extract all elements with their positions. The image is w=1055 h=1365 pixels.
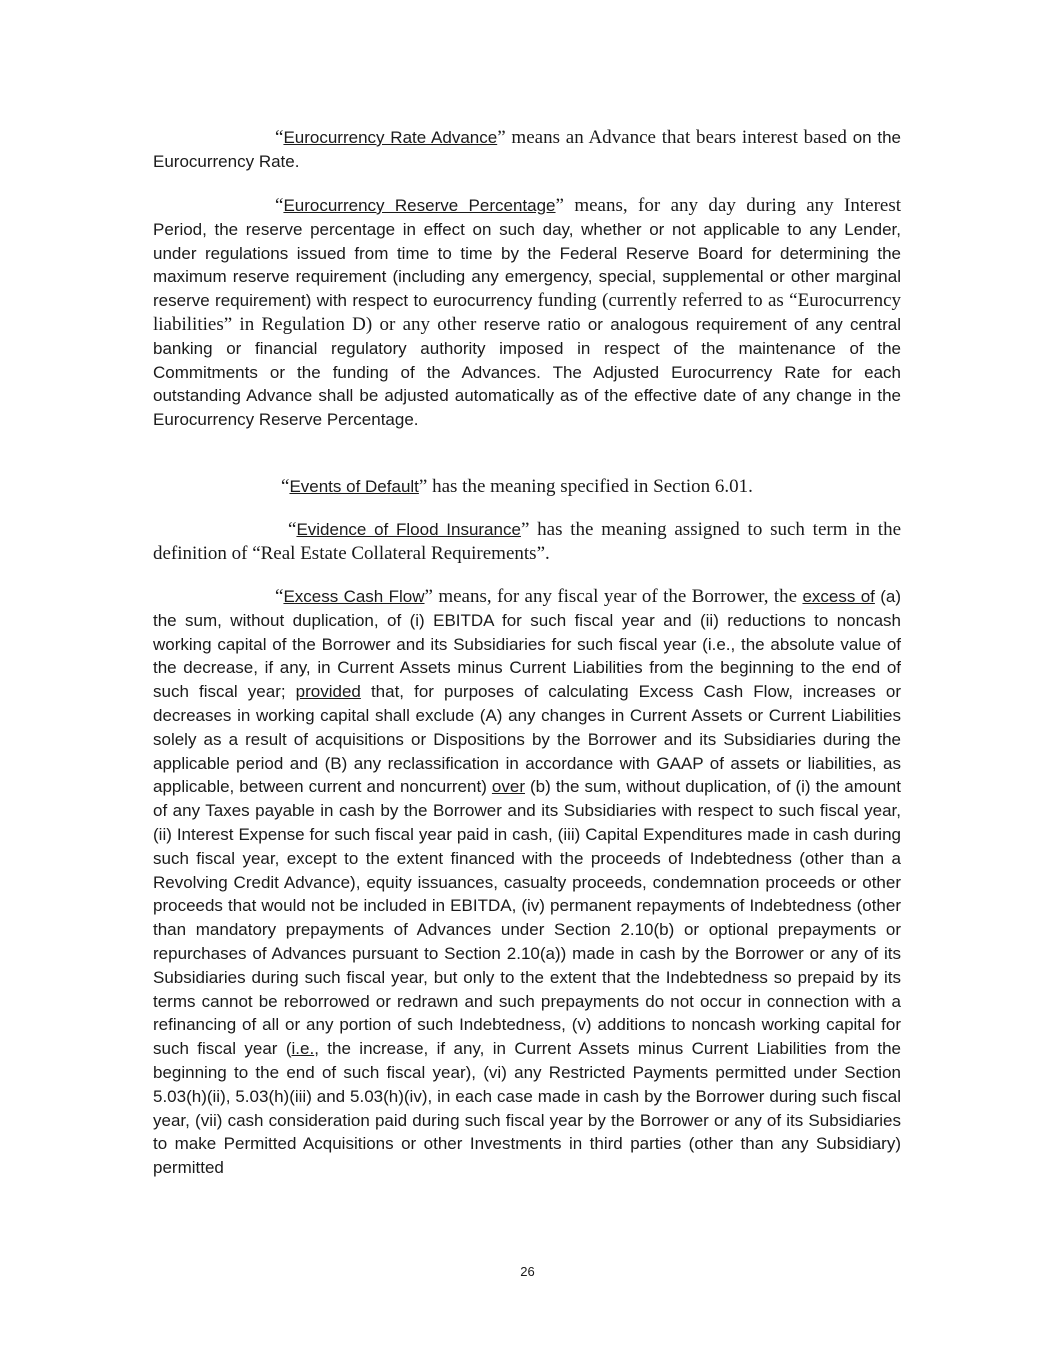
defined-term: Eurocurrency Reserve Percentage [283,196,556,215]
open-quote: “ [281,476,290,497]
definition-lead: means an Advance that bears interest based [505,127,847,148]
close-quote: ” [424,586,433,607]
definition-paragraph [153,475,901,499]
defined-term: Events of Default [289,477,419,496]
close-quote: ” [520,519,530,540]
definition-body: reserve ratio or analogous requirement of any central banking or financial regulatory authority imposed in respect of the maintenance of the Commitments or the funding of the Advances. The Adjusted Eurocurrency Rate for each outstanding Advance shall be adjusted automatically as of the effective date of any change in the Eurocurrency Reserve Percentage. [153,314,902,430]
definition-body: , the increase, if any, in Current Assets minus Current Liabilities from the beginning to the end of such fiscal year), (vi) any Restricted Payments permitted under Section 5.03(h)(ii), 5.03(h)(iii) and 5.03(h)(iv), in each case made in cash by the Borrower during such fiscal year, (vii) cash consideration paid during such fiscal year by the Borrower or any of its Subsidiaries to make Permitted Acquisitions or other Investments in third parties (other than any Subsidiary) permitted [153,1039,901,1178]
open-quote: “ [288,519,297,540]
open-quote: “ [275,586,284,607]
defined-term: Eurocurrency Rate Advance [283,128,498,147]
definition-excess-cash-flow [153,585,901,1180]
defined-term: Evidence of Flood Insurance [296,520,521,539]
definition-body: (a) the sum, without duplication, of (i) EBITDA for such fiscal year and (ii) reductions to noncash working capital of the Borrower and its Subsidiaries for such fiscal year (i.e., the absolute value of the decrease, if any, in Current Assets minus Current Liabilities from the beginning to the end of such fiscal year; [153,587,902,702]
definition-lead: means, for any fiscal year of the Borrower, the [432,586,803,607]
definition-evidence-of-flood-insurance [153,518,901,566]
underlined-word-over: over [491,777,525,797]
definition-paragraph [153,126,901,174]
definition-eurocurrency-rate-advance [153,126,901,174]
definition-body: on the Eurocurrency Rate. [153,128,901,171]
definition-eurocurrency-reserve-percentage [153,194,901,432]
close-quote: ” [418,476,428,497]
open-quote: “ [275,195,284,216]
defined-term: Excess Cash Flow [283,587,425,606]
definition-body: that, for purposes of calculating Excess Cash Flow, increases or decreases in working capital shall exclude (A) any changes in Current Assets or Current Liabilities solely as a result of acquisitions or Dispositions by the Borrower and its Subsidiaries during the applicable period and (B) any reclassification in accordance with GAAP of assets or liabilities, as applicable, between current and noncurrent) [153,682,901,797]
definition-body: Period, the reserve percentage in effect on such day, whether or not applicable to any Lender, under regulations issued from time to time by the Federal Reserve Board for determining the maximum reserve requirement (including any emergency, special, supplemental or other marginal reserve requirement) with respect to eurocurrency [153,219,901,311]
underlined-phrase-excess-of: excess of [802,587,875,606]
definition-paragraph [153,194,901,432]
definition-lead: has the meaning specified in Section 6.01. [427,476,753,497]
page-number: 26 [520,1264,535,1279]
definition-paragraph [153,518,901,566]
definition-paragraph [153,585,901,1180]
definition-body-serif: funding (currently referred to as “Eurocurrency liabilities” in Regulation D) or any other [153,290,902,335]
definition-lead: has the meaning assigned to such term in the definition of “Real Estate Collateral Requirements”. [153,519,902,564]
underlined-word-provided: provided [295,682,361,702]
definition-body: (b) the sum, without duplication, of (i) the amount of any Taxes payable in cash by the Borrower and its Subsidiaries with respect to such fiscal year, (ii) Interest Expense for such fiscal year paid in cash, (iii) Capital Expenditures made in cash during such fiscal year, except to the extent financed with the proceeds of Indebtedness (other than a Revolving Credit Advance), equity issuances, casualty proceeds, condemnation proceeds or other proceeds that would not be included in EBITDA, (iv) permanent repayments of Indebtedness (other than mandatory prepayments of Advances under Section 2.10(b) or optional prepayments or repurchases of Advances pursuant to Section 2.10(a)) made in cash by the Borrower or any of its Subsidiaries during such fiscal year, but only to the extent that the Indebtedness so prepaid by its terms cannot be reborrowed or redrawn and such prepayments do not occur in connection with a refinancing of all or any portion of such Indebtedness, (v) additions to noncash working capital for such fiscal year ( [153,777,901,1059]
definition-events-of-default [153,475,901,499]
close-quote: ” [497,127,506,148]
close-quote: ” [555,195,564,216]
definition-lead: means, for any day during any Interest [563,195,901,216]
underlined-abbrev-ie: i.e. [291,1039,315,1059]
open-quote: “ [275,127,284,148]
